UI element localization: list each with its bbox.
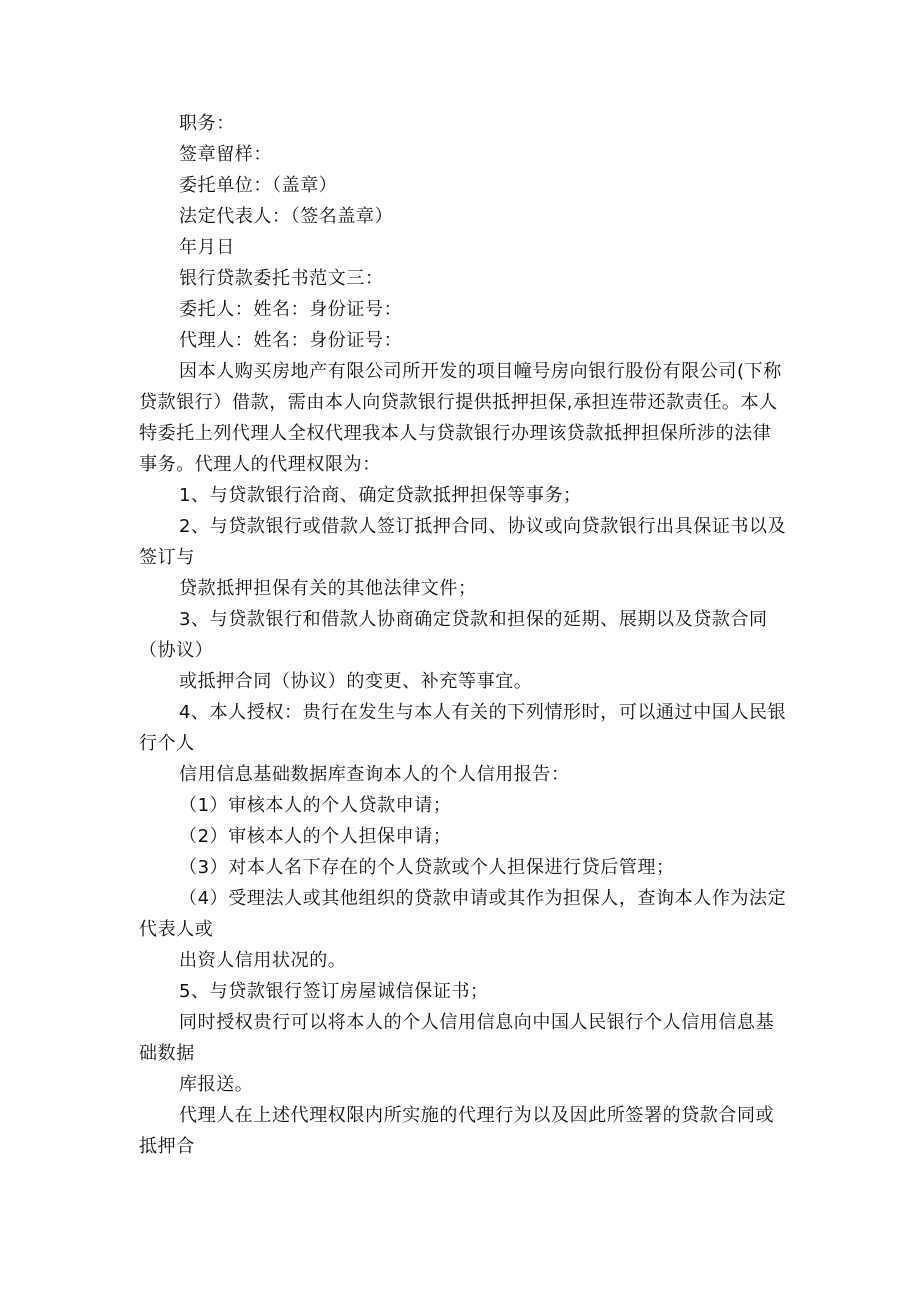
document-body [139, 108, 789, 1162]
line-legal-representative: 法定代表人：（签名盖章） [179, 206, 394, 227]
line-date: 年月日 [179, 237, 235, 258]
line-principal: 委托人：姓名：身份证号： [179, 299, 403, 320]
sub-item-3: （3）对本人名下存在的个人贷款或个人担保进行贷后管理； [179, 857, 675, 878]
line-entrusting-unit: 委托单位：（盖章） [179, 175, 338, 196]
item-1: 1、与贷款银行洽商、确定贷款抵押担保等事务； [179, 485, 582, 506]
item-2-continued: 贷款抵押担保有关的其他法律文件； [179, 578, 477, 599]
section-title: 银行贷款委托书范文三： [179, 268, 384, 289]
item-2: 2、与贷款银行或借款人签订抵押合同、协议或向贷款银行出具保证书以及签订与 [139, 516, 787, 568]
line-signature-sample: 签章留样： [179, 144, 272, 165]
paragraph-agent-acts: 代理人在上述代理权限内所实施的代理行为以及因此所签署的贷款合同或抵押合 [139, 1105, 775, 1157]
paragraph-purpose: 因本人购买房地产有限公司所开发的项目幢号房向银行股份有限公司(下称贷款银行）借款，需由本人向贷款银行提供抵押担保,承担连带还款责任。本人特委托上列代理人全权代理我本人与贷款银行办理该贷款抵押担保所涉的法律事务。代理人的代理权限为： [139, 361, 782, 475]
item-3-continued: 或抵押合同（协议）的变更、补充等事宜。 [179, 671, 533, 692]
paragraph-authorization: 同时授权贵行可以将本人的个人信用信息向中国人民银行个人信用信息基础数据 [139, 1012, 775, 1064]
line-agent: 代理人：姓名：身份证号： [179, 330, 403, 351]
item-4: 4、本人授权：贵行在发生与本人有关的下列情形时，可以通过中国人民银行个人 [139, 702, 787, 754]
sub-item-1: （1）审核本人的个人贷款申请； [179, 795, 452, 816]
line-position: 职务： [179, 113, 235, 134]
item-4-continued: 信用信息基础数据库查询本人的个人信用报告： [179, 764, 570, 785]
sub-item-4: （4）受理法人或其他组织的贷款申请或其作为担保人，查询本人作为法定代表人或 [139, 888, 787, 940]
paragraph-authorization-continued: 库报送。 [179, 1074, 254, 1095]
sub-item-4-continued: 出资人信用状况的。 [179, 950, 347, 971]
item-3: 3、与贷款银行和借款人协商确定贷款和担保的延期、展期以及贷款合同（协议） [139, 609, 768, 661]
sub-item-2: （2）审核本人的个人担保申请； [179, 826, 452, 847]
item-5: 5、与贷款银行签订房屋诚信保证书； [179, 981, 489, 1002]
